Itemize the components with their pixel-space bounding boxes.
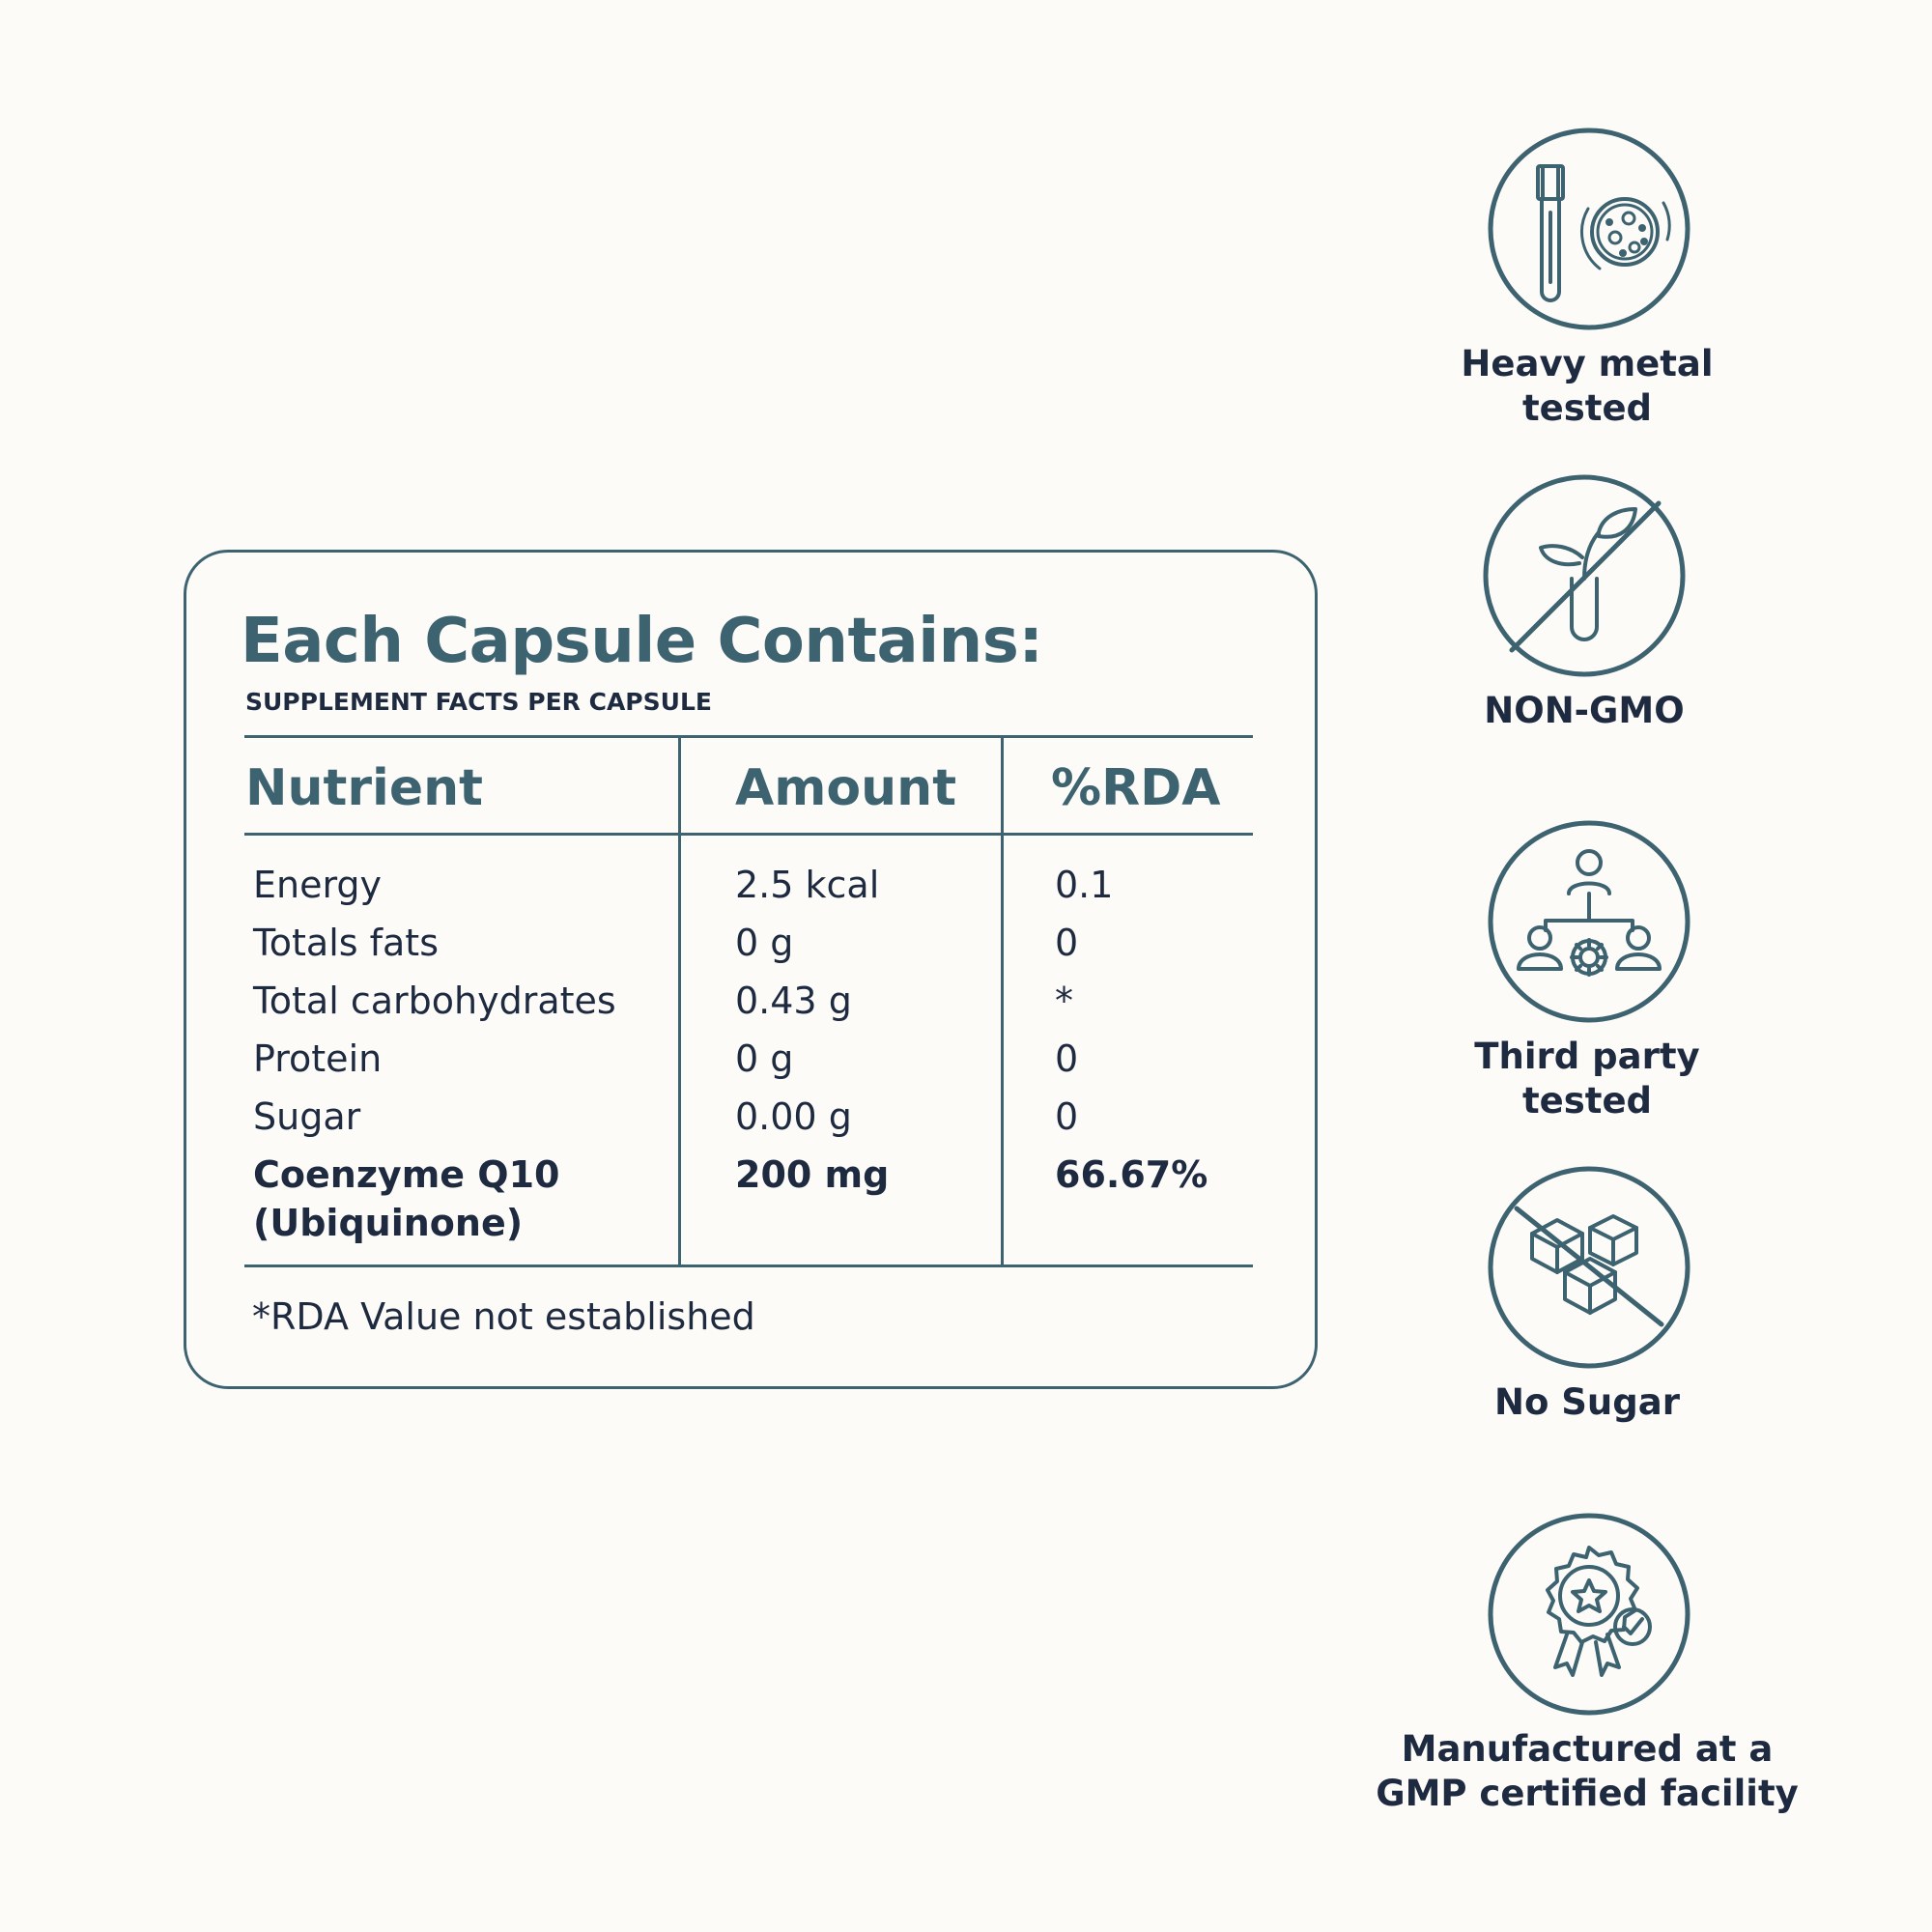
- badge-label: Third party tested: [1474, 1036, 1700, 1122]
- nutrient-rda: 0: [1055, 1037, 1079, 1080]
- badge-label: Heavy metal tested: [1461, 343, 1714, 429]
- panel-title: Each Capsule Contains:: [241, 606, 1043, 677]
- nutrient-name: Total carbohydrates: [253, 980, 616, 1022]
- supplement-facts-panel: [184, 550, 1318, 1389]
- nutrient-amount: 0 g: [735, 922, 794, 964]
- nutrient-amount: 2.5 kcal: [735, 864, 880, 906]
- table-top-rule: [244, 735, 1253, 738]
- nutrient-name-continued: (Ubiquinone): [253, 1202, 524, 1244]
- badge-gmp-certified: [1375, 1513, 1800, 1832]
- header-rda: %RDA: [1051, 759, 1221, 817]
- nutrient-rda: *: [1055, 980, 1073, 1022]
- rda-footnote: *RDA Value not established: [252, 1295, 755, 1338]
- nutrient-name: Sugar: [253, 1095, 361, 1138]
- nutrient-rda: 66.67%: [1055, 1153, 1208, 1196]
- nutrient-rda: 0: [1055, 1095, 1079, 1138]
- badge-label: NON-GMO: [1484, 690, 1685, 731]
- non-gmo-plant-icon: [1483, 474, 1686, 677]
- nutrient-name: Protein: [253, 1037, 383, 1080]
- no-sugar-cubes-icon: [1488, 1166, 1690, 1369]
- header-nutrient: Nutrient: [245, 759, 484, 817]
- table-bottom-rule: [244, 1264, 1253, 1267]
- test-tube-petri-dish-icon: [1488, 128, 1690, 330]
- badge-non-gmo: [1372, 474, 1797, 745]
- badge-third-party-tested: [1375, 820, 1800, 1139]
- nutrient-amount: 0 g: [735, 1037, 794, 1080]
- nutrient-name: Energy: [253, 864, 383, 906]
- column-divider: [678, 735, 681, 1267]
- table-header-rule: [244, 833, 1253, 836]
- header-amount: Amount: [735, 759, 957, 817]
- nutrient-amount: 0.00 g: [735, 1095, 852, 1138]
- gmp-certified-badge-icon: [1488, 1513, 1690, 1716]
- badge-heavy-metal-tested: [1375, 128, 1800, 446]
- nutrient-rda: 0.1: [1055, 864, 1114, 906]
- nutrient-rda: 0: [1055, 922, 1079, 964]
- badge-label: Manufactured at a GMP certified facility: [1376, 1728, 1799, 1814]
- nutrient-amount: 0.43 g: [735, 980, 852, 1022]
- nutrient-name: Totals fats: [253, 922, 439, 964]
- badge-no-sugar: [1375, 1166, 1800, 1436]
- nutrient-name: Coenzyme Q10: [253, 1153, 560, 1196]
- badge-label: No Sugar: [1494, 1381, 1680, 1423]
- third-party-network-icon: [1488, 820, 1690, 1023]
- nutrient-amount: 200 mg: [735, 1153, 890, 1196]
- column-divider: [1001, 735, 1004, 1267]
- panel-subtitle: SUPPLEMENT FACTS PER CAPSULE: [245, 688, 712, 716]
